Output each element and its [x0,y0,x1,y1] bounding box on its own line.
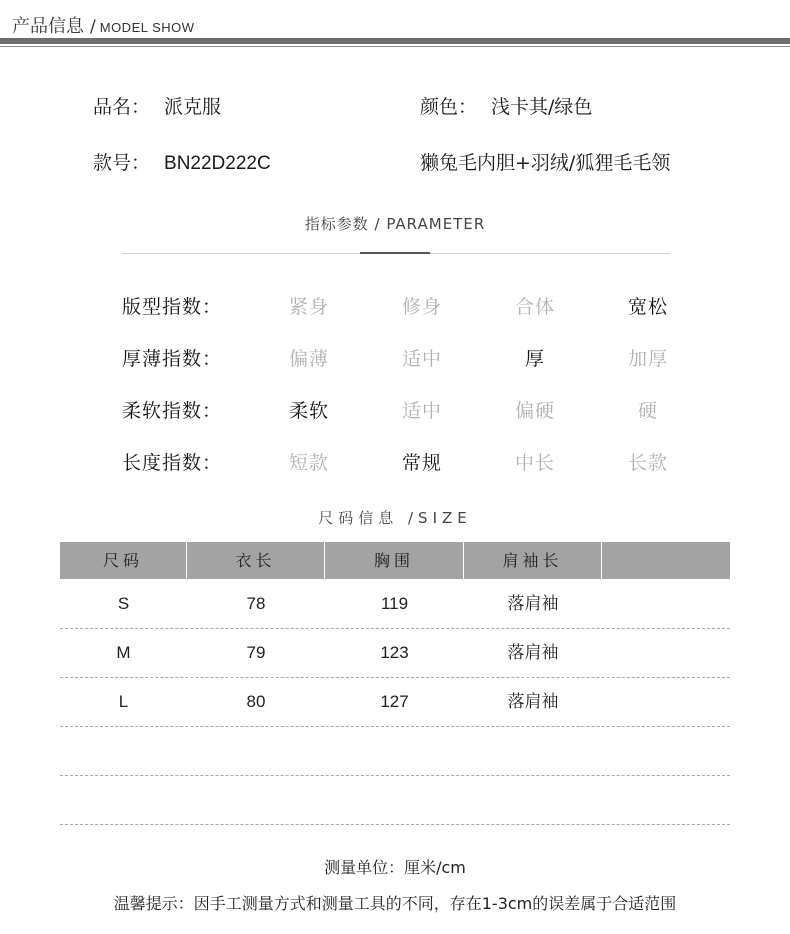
product-color-value: 浅卡其/绿色 [491,96,593,118]
parameter-label: 版型指数： [122,296,223,318]
table-cell: 落肩袖 [507,594,559,613]
table-cell: L [118,692,129,711]
header-subtitle: MODEL SHOW [99,20,195,35]
product-color-label: 颜色： [420,96,478,118]
table-cell: 78 [246,594,266,613]
parameter-row [0,292,790,332]
parameter-option: 修身 [401,296,442,318]
table-cell [60,727,187,775]
parameter-label: 长度指数： [122,452,223,474]
measure-unit-note: 测量单位：厘米/cm [324,858,466,877]
parameter-option-selected: 厚 [524,348,545,370]
parameter-title: 指标参数 / PARAMETER [304,215,486,233]
header-chest: 胸围 [325,542,464,579]
parameter-label: 厚薄指数： [122,348,223,370]
product-style [93,148,271,175]
table-cell: 127 [380,692,409,711]
header-extra [602,542,730,579]
parameter-option: 合体 [514,296,555,318]
table-cell: 79 [246,643,266,662]
parameter-row [0,344,790,384]
tip-note: 温馨提示：因手工测量方式和测量工具的不同，存在1-3cm的误差属于合适范围 [113,894,677,913]
table-cell: S [117,594,130,613]
header-length: 衣长 [187,542,325,579]
parameter-option-selected: 常规 [401,452,442,474]
table-cell: 123 [380,643,409,662]
table-cell: 119 [380,594,409,613]
header-separator: / [90,17,96,37]
parameter-option: 偏硬 [514,400,555,422]
product-name-value: 派克服 [164,96,222,118]
parameter-option: 短款 [288,452,329,474]
table-row [60,629,730,678]
table-cell [602,678,730,726]
product-name [93,92,221,119]
header-size: 尺码 [60,542,187,579]
parameter-row [0,448,790,488]
parameter-accent-line [360,252,430,254]
table-cell [325,727,464,775]
product-color [420,92,592,119]
table-cell [464,776,602,824]
parameter-option-selected: 柔软 [288,400,329,422]
product-name-label: 品名： [93,96,151,118]
table-cell [60,776,187,824]
header-sleeve: 肩袖长 [464,542,602,579]
table-cell [187,776,325,824]
table-row [60,727,730,776]
table-row [60,776,730,825]
table-cell [602,629,730,677]
table-cell [464,727,602,775]
table-cell [325,776,464,824]
table-cell [602,776,730,824]
parameter-option-selected: 宽松 [627,296,668,318]
product-style-value: BN22D222C [164,153,271,174]
size-table-header [60,542,730,579]
parameter-row [0,396,790,436]
product-material: 獭兔毛内胆+羽绒/狐狸毛毛领 [420,152,671,174]
parameter-option: 适中 [401,348,442,370]
parameter-option: 偏薄 [288,348,329,370]
table-cell [602,580,730,628]
table-cell [602,727,730,775]
table-row [60,580,730,629]
header-bar [0,38,790,44]
table-cell [187,727,325,775]
parameter-option: 加厚 [627,348,668,370]
size-title: 尺码信息 /SIZE [318,509,472,527]
product-style-label: 款号： [93,152,151,174]
parameter-option: 中长 [514,452,555,474]
parameter-option: 适中 [401,400,442,422]
header-title: 产品信息 [12,16,84,37]
table-row [60,678,730,727]
table-cell: 落肩袖 [507,643,559,662]
table-cell: 落肩袖 [507,692,559,711]
parameter-label: 柔软指数： [122,400,223,422]
section-header [12,12,195,40]
table-cell: 80 [246,692,266,711]
parameter-option: 硬 [637,400,658,422]
header-divider [0,46,790,47]
parameter-option: 长款 [627,452,668,474]
table-cell: M [116,643,131,662]
parameter-option: 紧身 [288,296,329,318]
